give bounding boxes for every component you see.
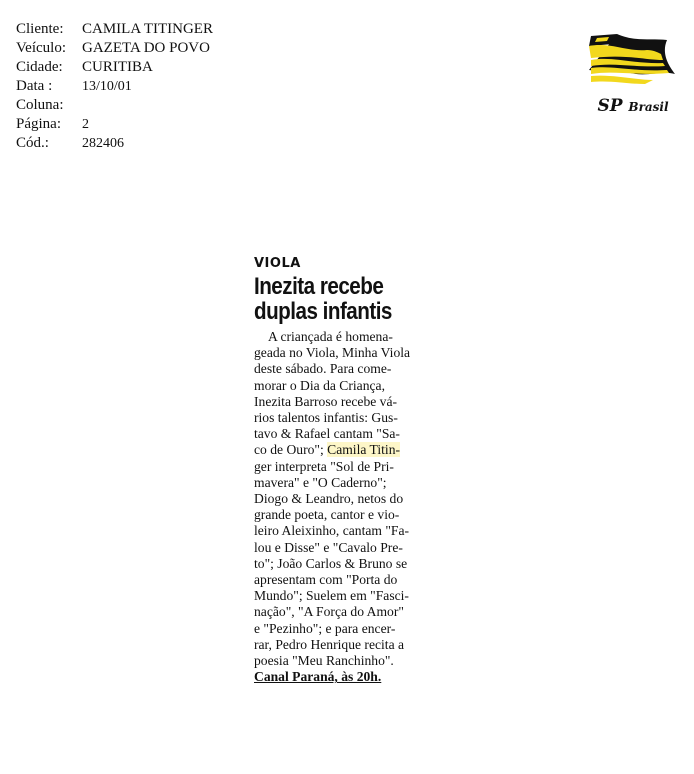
veiculo-label: Veículo: bbox=[16, 40, 66, 56]
body-line: apresentam com "Porta do bbox=[254, 572, 398, 588]
cliente-value: CAMILA TITINGER bbox=[82, 21, 213, 37]
cidade-label: Cidade: bbox=[16, 59, 63, 75]
headline bbox=[254, 274, 393, 324]
highlighted-name: Camila Titin- bbox=[327, 442, 401, 458]
body-line: Diogo & Leandro, netos do bbox=[254, 491, 404, 507]
body-line: lou e Disse" e "Cavalo Pre- bbox=[254, 539, 403, 555]
body-line: to"; João Carlos & Bruno se bbox=[254, 555, 408, 571]
body-line: leiro Aleixinho, cantam "Fa- bbox=[254, 523, 410, 539]
pagina-value: 2 bbox=[82, 117, 89, 132]
sp-brasil-logo bbox=[583, 30, 683, 126]
body-line: ger interpreta "Sol de Pri- bbox=[254, 458, 394, 474]
veiculo-value: GAZETA DO POVO bbox=[82, 40, 210, 56]
body-line: mavera" e "O Caderno"; bbox=[254, 474, 387, 490]
body-line: morar o Dia da Criança, bbox=[254, 377, 385, 393]
headline-line-1: Inezita recebe bbox=[254, 273, 384, 300]
body-line: tavo & Rafael cantam "Sa- bbox=[254, 426, 400, 442]
logo-text-small: Brasil bbox=[628, 100, 669, 114]
logo-text-main: SP bbox=[597, 96, 623, 116]
body-line: deste sábado. Para come- bbox=[254, 361, 392, 377]
body-line: rar, Pedro Henrique recita a bbox=[254, 636, 405, 652]
body-line: Inezita Barroso recebe vá- bbox=[254, 393, 398, 409]
body-line: Mundo"; Suelem em "Fasci- bbox=[254, 588, 409, 604]
logo-text bbox=[583, 96, 683, 116]
body-line: geada no Viola, Minha Viola bbox=[254, 345, 411, 361]
body-line: e "Pezinho"; e para encer- bbox=[254, 620, 396, 636]
data-value: 13/10/01 bbox=[82, 79, 132, 94]
meta-row-veiculo bbox=[16, 39, 213, 58]
headline-line-2: duplas infantis bbox=[254, 298, 392, 325]
body-line: poesia "Meu Ranchinho". bbox=[254, 653, 394, 669]
body-line: grande poeta, cantor e vio- bbox=[254, 507, 400, 523]
flag-icon bbox=[583, 30, 683, 96]
meta-row-data bbox=[16, 77, 213, 96]
newspaper-clipping bbox=[254, 256, 416, 685]
meta-row-cliente bbox=[16, 20, 213, 39]
data-label: Data : bbox=[16, 78, 53, 94]
body-line: nação", "A Força do Amor" bbox=[254, 604, 404, 620]
cod-value: 282406 bbox=[82, 136, 124, 151]
coluna-label: Coluna: bbox=[16, 97, 64, 113]
article-body bbox=[254, 329, 416, 685]
body-line-part: co de Ouro"; bbox=[254, 442, 328, 458]
section-kicker: VIOLA bbox=[254, 256, 301, 271]
meta-row-pagina bbox=[16, 115, 213, 134]
body-line: rios talentos infantis: Gus- bbox=[254, 410, 398, 426]
clipping-metadata bbox=[16, 20, 213, 153]
cliente-label: Cliente: bbox=[16, 21, 64, 37]
meta-row-cod bbox=[16, 134, 213, 153]
broadcast-info: Canal Paraná, às 20h. bbox=[254, 669, 382, 685]
body-line: A criançada é homena- bbox=[268, 329, 393, 344]
body-line-with-highlight bbox=[254, 442, 416, 458]
meta-row-cidade bbox=[16, 58, 213, 77]
pagina-label: Página: bbox=[16, 116, 61, 132]
cod-label: Cód.: bbox=[16, 135, 49, 151]
cidade-value: CURITIBA bbox=[82, 59, 153, 75]
meta-row-coluna bbox=[16, 96, 213, 115]
